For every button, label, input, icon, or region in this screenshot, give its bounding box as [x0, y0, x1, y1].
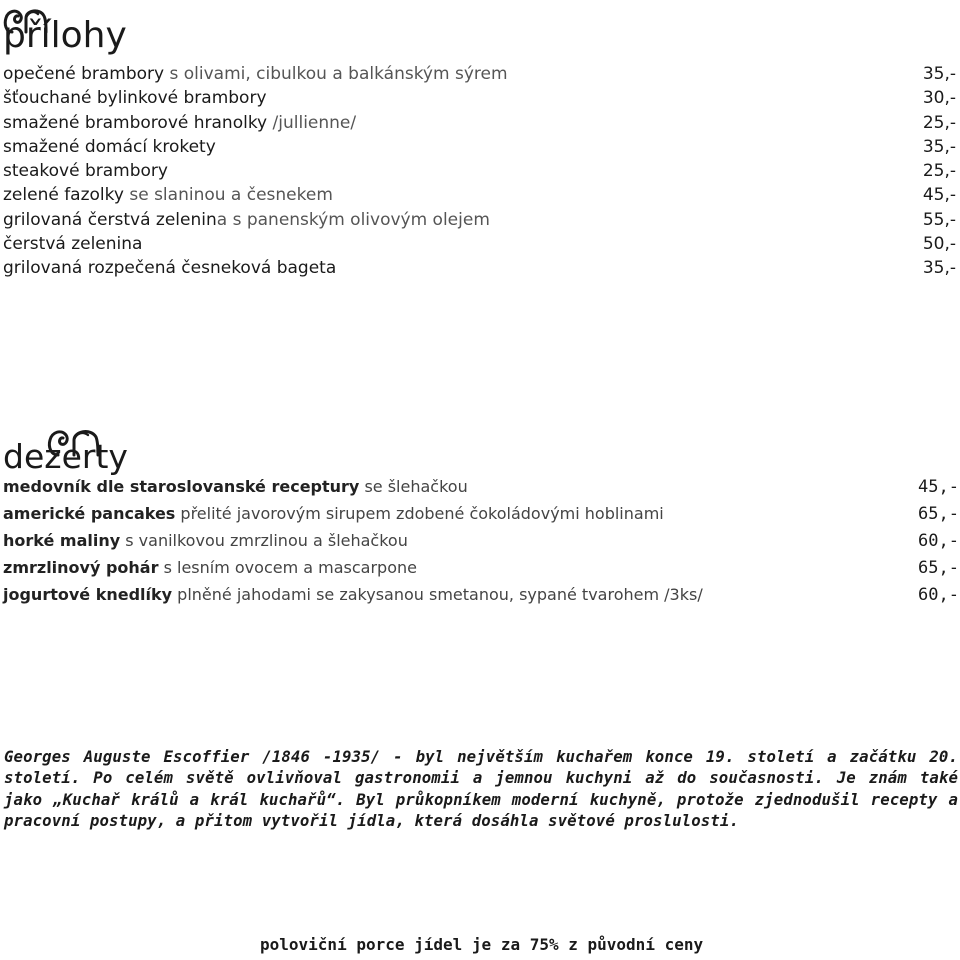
item-description: s olivami, cibulkou a balkánským sýrem [164, 64, 508, 84]
list-item [3, 528, 959, 555]
item-description: se šlehačkou [359, 477, 468, 496]
item-name: jogurtové knedlíky [3, 584, 173, 604]
item-price: 60,- [918, 530, 959, 551]
list-item [3, 256, 958, 280]
item-price: 55,- [922, 209, 956, 230]
list-item [3, 582, 959, 609]
item-price: 45,- [918, 477, 959, 497]
item-description: s vanilkovou zmrzlinou a šlehačkou [120, 530, 408, 550]
list-item [3, 501, 959, 528]
item-name: steakové brambory [3, 161, 168, 182]
item-name: opečené brambory [3, 64, 165, 84]
half-portion-note: poloviční porce jídel je za 75% z původní ceny [260, 935, 704, 954]
item-name: grilovaná rozpečená česneková bageta [3, 258, 337, 279]
item-name: zelené fazolky [3, 185, 124, 206]
list-item [3, 159, 958, 183]
item-name: zmrzlinový pohár [3, 557, 159, 577]
item-price: 25,- [922, 161, 956, 182]
item-name: horké maliny [3, 530, 121, 550]
item-price: 25,- [922, 112, 956, 133]
item-description: /jullienne/ [267, 112, 357, 133]
item-name: medovník dle staroslovanské receptury [3, 477, 360, 496]
item-price: 60,- [918, 584, 959, 605]
list-item [3, 474, 959, 501]
item-price: 35,- [922, 64, 956, 84]
item-price: 65,- [918, 503, 959, 524]
item-name: čerstvá zelenina [3, 234, 143, 255]
item-price: 35,- [922, 258, 956, 279]
list-item [3, 111, 958, 135]
item-description: přelité javorovým sirupem zdobené čokoládovými hoblinami [175, 503, 664, 523]
item-price: 45,- [922, 185, 956, 206]
list-item [3, 208, 958, 232]
item-name: smažené bramborové hranolky [3, 112, 268, 133]
item-price: 65,- [918, 557, 959, 578]
desserts-list [3, 474, 959, 608]
item-price: 50,- [922, 234, 956, 255]
list-item [3, 135, 958, 159]
escoffier-quote: Georges Auguste Escoffier /1846 -1935/ - byl největším kuchařem konce 19. století a začátku 20. století. Po celém světě ovlivňoval gastronomii a jemnou kuchyni až do současnosti. Je znám také jako „Kuchař králů a král kuchařů“. Byl průkopníkem moderní kuchyně, protože zjednodušil recepty a pracovní postupy, a přitom vytvořil jídla, která dosáhla světové proslulosti. [4, 747, 958, 830]
list-item [3, 62, 958, 86]
list-item [3, 555, 959, 582]
list-item [3, 183, 958, 207]
item-description: se slaninou a česnekem [123, 185, 333, 206]
item-description: plněné jahodami se zakysanou smetanou, sypané tvarohem /3ks/ [172, 584, 703, 604]
list-item [3, 86, 958, 110]
item-name: americké pancakes [3, 503, 176, 523]
sides-title: přílohy [3, 15, 127, 56]
sides-list [3, 62, 958, 281]
item-name: smažené domácí krokety [3, 136, 216, 157]
desserts-title: dezerty [3, 437, 128, 476]
item-price: 35,- [922, 136, 956, 157]
list-item [3, 232, 958, 256]
item-price: 30,- [922, 88, 956, 109]
item-name: grilovaná čerstvá zelenin [3, 209, 217, 230]
item-description: s lesním ovocem a mascarpone [158, 557, 417, 577]
item-name: šťouchané bylinkové brambory [3, 88, 267, 109]
item-description: a s panenským olivovým olejem [216, 209, 490, 230]
